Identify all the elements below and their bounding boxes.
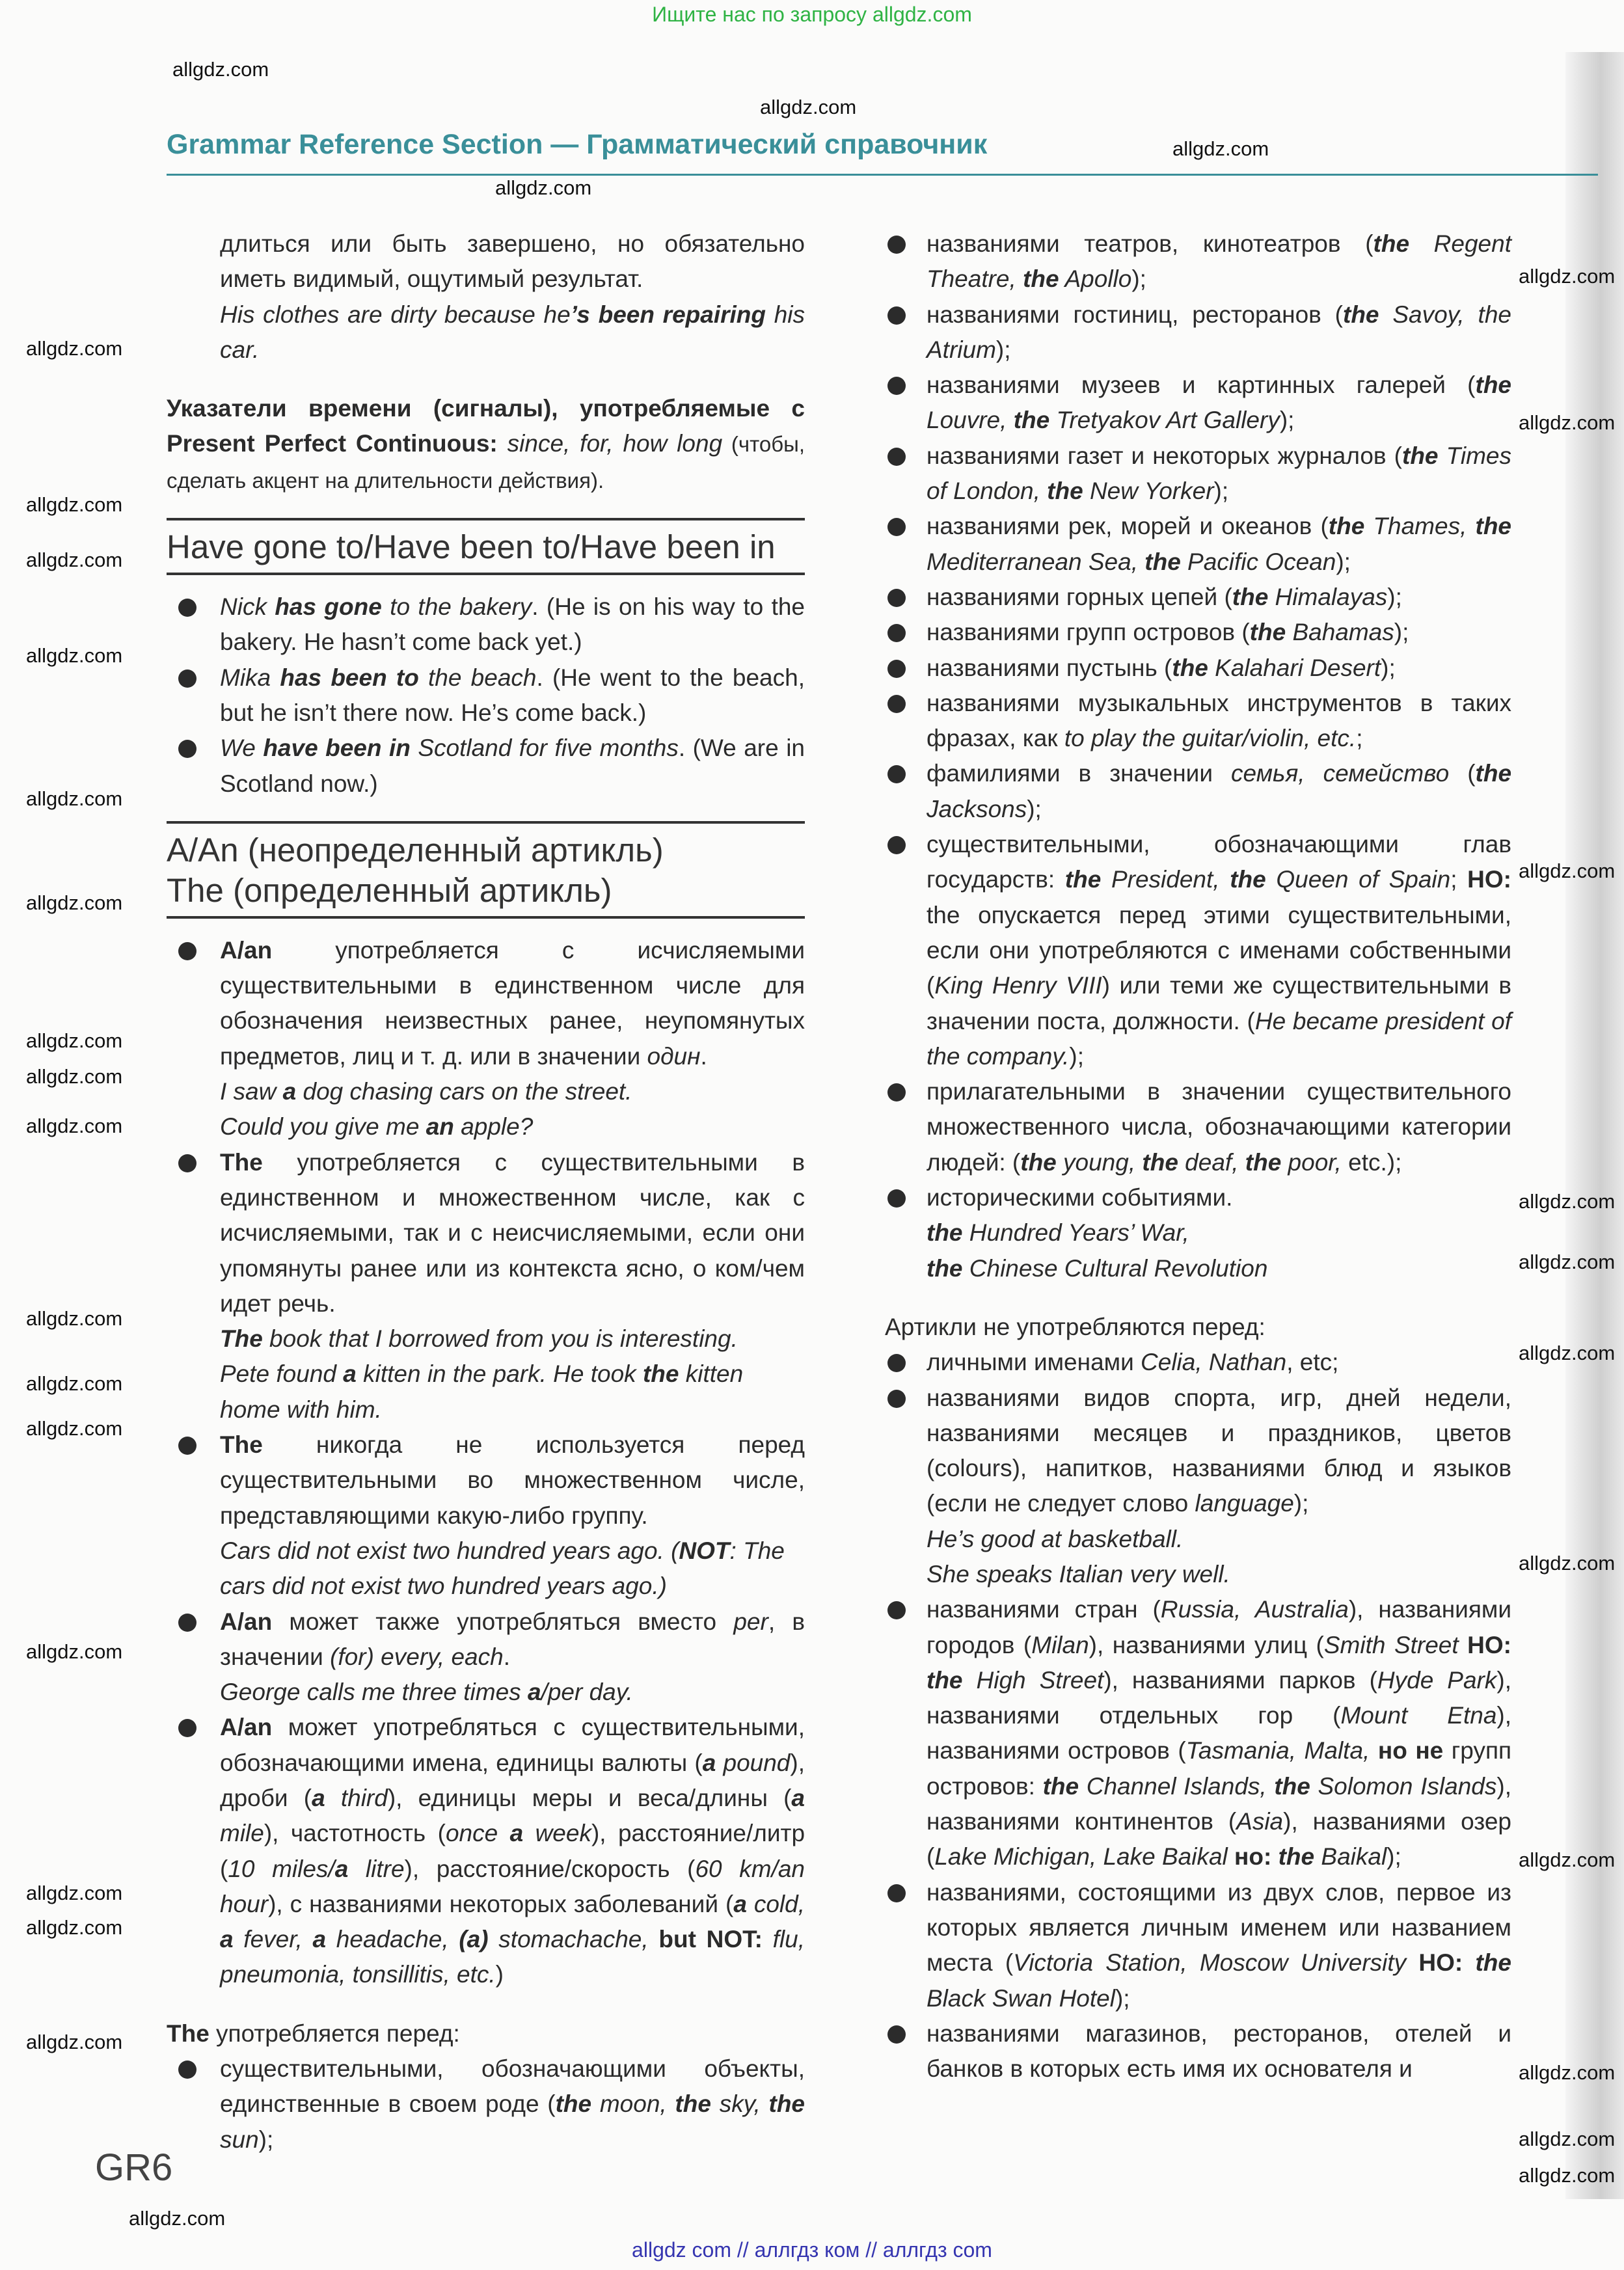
text-run-small: (чтобы, сделать акцент на длительности действия). <box>167 432 805 493</box>
bullet-icon <box>887 2025 906 2044</box>
section-heading <box>167 821 805 919</box>
bullet-icon <box>178 669 196 688</box>
list-item: Mika has been to the beach. (He went to the beach, but he isn’t there now. He’s come back.) <box>167 660 805 731</box>
text-run-b: но: <box>1234 1843 1279 1871</box>
list-item: названиями горных цепей (the Himalayas); <box>885 580 1511 615</box>
text-run-i: Bahamas <box>1286 619 1394 646</box>
spacer <box>885 1286 1511 1310</box>
watermark: allgdz.com <box>495 176 592 199</box>
bullet-icon <box>178 599 196 617</box>
bullet-icon <box>887 660 906 678</box>
watermark: allgdz.com <box>129 2207 226 2230</box>
text-run-i: Channel Islands, <box>1079 1772 1275 1800</box>
bullet-icon <box>178 1719 196 1737</box>
list-item: названиями рек, морей и океанов (the Thames, the Mediterranean Sea, the Pacific Ocean); <box>885 509 1511 580</box>
watermark: allgdz.com <box>26 1372 123 1395</box>
text-run-bi: the <box>1475 1949 1511 1977</box>
list-item: The употребляется с существительными в единственном и множественном числе, как с исчисляемыми, так и с неисчисляемыми, если они упомянуты ранее или из контекста ясно, о ком/чем идет речь. <box>167 1145 805 1321</box>
text-run-b: НО: <box>1467 1631 1511 1658</box>
bullet-icon <box>887 306 906 325</box>
watermark: allgdz.com <box>760 96 857 118</box>
text-run-i: to play the guitar/violin, etc. <box>1064 725 1357 752</box>
bullet-icon <box>887 1354 906 1372</box>
text-run-i: once <box>445 1820 510 1847</box>
text-run-i: to the bakery <box>381 593 532 621</box>
text-run-bi: the <box>1278 1843 1315 1871</box>
paragraph <box>167 391 805 498</box>
text-run-i: Savoy, the Atrium <box>927 301 1511 363</box>
top-banner[interactable]: Ищите нас по запросу allgdz.com <box>652 3 972 26</box>
watermark: allgdz.com <box>26 1065 123 1088</box>
example-sentence <box>885 1522 1511 1557</box>
example-sentence <box>885 1251 1511 1286</box>
text-run-i: mile <box>220 1820 264 1847</box>
text-run-i: Times of London, <box>927 442 1511 505</box>
text-run-i: 60 km/an hour <box>220 1855 805 1917</box>
example-sentence <box>167 1357 805 1427</box>
text-run-i: young, <box>1056 1148 1143 1176</box>
bullet-icon <box>887 377 906 395</box>
text-run-i: his car. <box>220 301 805 363</box>
text-run-bi: the <box>1020 1148 1057 1176</box>
watermark: allgdz.com <box>1519 1342 1616 1364</box>
watermark: allgdz.com <box>1519 265 1616 288</box>
watermark: allgdz.com <box>1519 1190 1616 1213</box>
list-item: названиями групп островов (the Bahamas); <box>885 615 1511 650</box>
text-run-i: third <box>325 1784 388 1811</box>
text-run-i: Regent Theatre, <box>927 230 1511 293</box>
bullet-icon <box>887 1189 906 1208</box>
text-run-i: She speaks Italian very well. <box>927 1560 1230 1588</box>
text-run-bi: the <box>1328 513 1365 540</box>
text-run-i: He’s good at basketball. <box>927 1525 1184 1552</box>
text-run-i: book that I borrowed from you is interesting. <box>262 1325 738 1353</box>
text-run-i: Cars did not exist two hundred years ago. ( <box>220 1537 679 1564</box>
list-item: A/an может также употребляться вместо per, в значении (for) every, each. <box>167 1604 805 1675</box>
text-run-i: Mediterranean Sea, <box>927 548 1145 575</box>
text-run-i: kitten home with him. <box>220 1360 744 1423</box>
watermark: allgdz.com <box>26 1115 123 1137</box>
text-run-i: sky, <box>710 2090 769 2118</box>
text-run-bi: the <box>927 1219 963 1247</box>
text-run-b: The <box>220 1148 263 1176</box>
text-run-i: week <box>523 1820 591 1847</box>
right-column <box>885 226 1511 2087</box>
text-run-i: /per day. <box>541 1679 633 1706</box>
list-item: A/an употребляется с исчисляемыми существительными в единственном числе для обозначения неизвестных ранее, неупомянутых предметов, лиц и т. д. или в значении один. <box>167 933 805 1074</box>
text-run-i: Mika <box>220 664 280 691</box>
text-run-bi: the <box>1343 301 1379 328</box>
text-run-bi: the <box>1142 1148 1178 1176</box>
text-run-b: но не <box>1377 1737 1444 1764</box>
text-run-i: cold, <box>746 1890 805 1917</box>
text-run-i: We <box>220 735 264 762</box>
bullet-icon <box>178 1437 196 1455</box>
list-item: The никогда не используется перед существительными во множественном числе, представляющими какую-либо группу. <box>167 1427 805 1534</box>
text-run-bi: has gone <box>275 593 382 621</box>
text-run-i: Scotland for five months <box>410 735 679 762</box>
text-run-bi: has been to <box>280 664 419 691</box>
spacer <box>167 368 805 391</box>
footer-links[interactable]: allgdz com // аллгдз ком // аллгдз com <box>632 2238 992 2262</box>
text-run-b: but NOT: <box>658 1926 773 1953</box>
bullet-icon <box>178 2061 196 2079</box>
list-item: We have been in Scotland for five months. (We are in Scotland now.) <box>167 731 805 802</box>
list-item: фамилиями в значении семья, семейство (the Jacksons); <box>885 756 1511 827</box>
text-run-i: poor, <box>1281 1148 1349 1176</box>
text-run-i: apple? <box>453 1113 534 1141</box>
paragraph: The употребляется перед: <box>167 2020 460 2047</box>
text-run-i: Smith Street <box>1323 1631 1468 1658</box>
bullet-icon <box>887 1083 906 1101</box>
text-run-bi: the <box>1373 230 1410 257</box>
text-run-i: Pacific Ocean <box>1180 548 1336 575</box>
text-run-i: Black Swan Hotel <box>927 1984 1115 2012</box>
text-run-bi: a <box>509 1820 524 1847</box>
text-run-i: kitten in the park. He took <box>356 1360 643 1388</box>
text-run-bi: the <box>1013 407 1050 434</box>
text-run-bi: a <box>220 1926 234 1953</box>
bullet-icon <box>887 518 906 536</box>
section-title: Grammar Reference Section — Грамматический справочник <box>167 129 988 160</box>
watermark: allgdz.com <box>26 787 123 810</box>
text-run-bi: the <box>1230 866 1266 893</box>
spacer <box>167 1993 805 2016</box>
text-run-i: language <box>1195 1490 1294 1517</box>
text-run-bi: a <box>702 1749 716 1776</box>
list-item: названиями, состоящими из двух слов, первое из которых является личным именем или названием места (Victoria Station, Moscow University НО: the Black Swan Hotel); <box>885 1875 1511 2016</box>
text-run-bi: the <box>768 2090 805 2118</box>
text-run-i: Solomon Islands <box>1310 1772 1497 1800</box>
list-item: прилагательными в значении существительного множественного числа, обозначающими категории людей: (the young, the deaf, the poor, etc.); <box>885 1074 1511 1180</box>
watermark: allgdz.com <box>26 891 123 914</box>
text-run-i: stomachache, <box>488 1926 659 1953</box>
text-run-i: Could you give me <box>220 1113 426 1141</box>
text-run-i: Hyde Park <box>1377 1666 1497 1694</box>
list-item: A/an может употребляться с существительными, обозначающими имена, единицы валюты (a pound), дроби (a third), единицы меры и веса/длины (a mile), частотность (once a week), расстояние/литр (10 miles/a litre), расстояние/скорость (60 km/an hour), с названиями некоторых заболеваний (a cold, a fever, a headache, (a) stomachache, but NOT: flu, pneumonia, tonsillitis, etc.) <box>167 1710 805 1992</box>
text-run-i: Nick <box>220 593 275 621</box>
text-run-i: George calls me three times <box>220 1679 528 1706</box>
list-item: названиями стран (Russia, Australia), названиями городов (Milan), названиями улиц (Smith Street НО: the High Street), названиями парков (Hyde Park), названиями отдельных гор (Mount Etna), названиями островов (Tasmania, Malta, но не групп островов: the Channel Islands, the Solomon Islands), названиями континентов (Asia), названиями озер (Lake Michigan, Lake Baikal но: the Baikal); <box>885 1592 1511 1874</box>
text-run-i: Lake Michigan, Lake Baikal <box>934 1843 1235 1871</box>
text-run-bi: a <box>343 1360 357 1388</box>
text-run-bi: the <box>1274 1772 1310 1800</box>
list-item: личными именами Celia, Nathan, etc; <box>885 1345 1511 1380</box>
text-run-i: deaf, <box>1178 1148 1245 1176</box>
bullet-icon <box>887 624 906 642</box>
text-run-i: Jacksons <box>927 795 1027 822</box>
text-run-i: King Henry VIII <box>934 972 1102 999</box>
text-run-i: Apollo <box>1059 265 1132 293</box>
watermark: allgdz.com <box>26 644 123 667</box>
bullet-icon <box>178 1614 196 1632</box>
bullet-icon <box>178 740 196 758</box>
list-item: названиями музыкальных инструментов в таких фразах, как to play the guitar/violin, etc.; <box>885 686 1511 757</box>
text-run-bi: a <box>791 1784 805 1811</box>
text-run-b: The <box>220 1431 263 1459</box>
text-run-i: семья, семейство <box>1231 760 1450 787</box>
text-run-b: A/an <box>220 1608 273 1635</box>
watermark: allgdz.com <box>26 1307 123 1330</box>
bullet-icon <box>887 1601 906 1619</box>
text-run-i: Tretyakov Art Gallery <box>1049 407 1280 434</box>
text-run-bi: the <box>1144 548 1181 575</box>
bullet-icon <box>887 695 906 713</box>
watermark: allgdz.com <box>1172 137 1269 160</box>
watermark: allgdz.com <box>1519 1848 1616 1871</box>
text-run-bi: the <box>1232 583 1269 610</box>
text-run-bi: the <box>1402 442 1439 469</box>
example-sentence <box>885 1557 1511 1592</box>
text-run-b: НО: <box>1467 866 1511 893</box>
watermark: allgdz.com <box>26 1916 123 1939</box>
bullet-icon <box>178 1154 196 1172</box>
text-run-bi: (a) <box>459 1926 489 1953</box>
text-run-i: I saw <box>220 1078 283 1105</box>
list-item: существительными, обозначающими глав государств: the President, the Queen of Spain; НО: the опускается перед этими существительными, если они употребляются с именами собственными (King Henry VIII) или теми же существительными в значении поста, должности. (He became president of the company.); <box>885 827 1511 1074</box>
text-run-i: Tasmania, Malta, <box>1185 1737 1378 1764</box>
list-item: историческими событиями. <box>885 1180 1511 1215</box>
list-item: названиями газет и некоторых журналов (the Times of London, the New Yorker); <box>885 439 1511 509</box>
text-run-bi: a <box>312 1784 325 1811</box>
text-run-i: Chinese Cultural Revolution <box>962 1254 1268 1282</box>
text-run-bi: the <box>1042 1772 1079 1800</box>
page-edge-shadow <box>1565 52 1624 2199</box>
text-run-i: He became president of the company. <box>927 1007 1511 1070</box>
text-run-i: moon, <box>591 2090 675 2118</box>
list-item: существительными, обозначающими объекты, единственные в своем роде (the moon, the sky, the sun); <box>167 2051 805 2157</box>
text-run-bi: an <box>426 1113 454 1141</box>
text-run-bi: the <box>1249 619 1286 646</box>
text-run-i: Asia <box>1236 1808 1284 1835</box>
text-run-i: (for) every, each <box>330 1643 504 1670</box>
text-run-bi: the <box>1245 1148 1282 1176</box>
text-run-i: Louvre, <box>927 407 1014 434</box>
paragraph: длиться или быть завершено, но обязательно иметь видимый, ощутимый результат. <box>220 230 805 293</box>
example-sentence <box>885 1215 1511 1250</box>
text-run-b: NOT <box>679 1537 730 1564</box>
text-run-bi: the <box>1172 654 1208 681</box>
text-run-i: per <box>733 1608 768 1635</box>
text-run-b: The <box>167 2020 210 2047</box>
watermark: allgdz.com <box>172 58 269 81</box>
example-sentence <box>167 1074 805 1109</box>
text-run-i: Russia, Australia <box>1160 1596 1349 1623</box>
text-run-i: Hundred Years’ War, <box>962 1219 1189 1247</box>
example-sentence <box>167 1321 805 1357</box>
watermark: allgdz.com <box>1519 859 1616 882</box>
paragraph <box>167 297 805 368</box>
text-run-b: A/an <box>220 936 273 964</box>
text-run-bi: the <box>1064 866 1102 893</box>
list-item: названиями театров, кинотеатров (the Regent Theatre, the Apollo); <box>885 226 1511 297</box>
watermark: allgdz.com <box>26 493 123 516</box>
text-run-i: Mount Etna <box>1340 1702 1497 1729</box>
watermark: allgdz.com <box>26 1882 123 1904</box>
bullet-icon <box>887 1884 906 1902</box>
watermark: allgdz.com <box>26 1029 123 1052</box>
text-run-i: Pete found <box>220 1360 344 1388</box>
heading-line: The (определенный артикль) <box>167 871 612 909</box>
list-item: Nick has gone to the bakery. (He is on his way to the bakery. He hasn’t come back yet.) <box>167 589 805 660</box>
example-sentence <box>167 1534 805 1604</box>
text-run-bi: the <box>1023 265 1059 293</box>
text-run-bi: the <box>1475 372 1511 399</box>
list-item: названиями гостиниц, ресторанов (the Savoy, the Atrium); <box>885 297 1511 368</box>
text-run-i: Milan <box>1031 1631 1089 1658</box>
text-run-i: Himalayas <box>1268 583 1388 610</box>
watermark: allgdz.com <box>1519 2164 1616 2187</box>
text-run-i: Baikal <box>1314 1843 1387 1871</box>
text-run-i: pound <box>716 1749 791 1776</box>
text-run-i: His clothes are dirty because he <box>220 301 571 328</box>
bullet-icon <box>887 236 906 254</box>
left-column <box>167 226 805 2157</box>
list-item: названиями пустынь (the Kalahari Desert); <box>885 651 1511 686</box>
text-run-i: один <box>647 1042 701 1070</box>
text-run-bi: have been in <box>263 735 411 762</box>
watermark: allgdz.com <box>1519 1552 1616 1574</box>
text-run-i: : The cars did not exist two hundred years ago.) <box>220 1537 785 1600</box>
text-run-i: Celia, Nathan <box>1141 1349 1287 1376</box>
section-heading <box>167 518 805 575</box>
watermark: allgdz.com <box>1519 2128 1616 2150</box>
text-run-bi: the <box>642 1360 679 1388</box>
text-run-bi: the <box>1047 478 1083 505</box>
text-run-i: Thames, <box>1364 513 1476 540</box>
text-run-bi: the <box>1475 513 1511 540</box>
watermark: allgdz.com <box>1519 2061 1616 2084</box>
bullet-icon <box>887 589 906 607</box>
text-run-i: litre <box>348 1855 405 1882</box>
text-run-bi: the <box>927 1666 963 1694</box>
text-run-i: dog chasing cars on the street. <box>296 1078 632 1105</box>
text-run-bi: the <box>927 1254 963 1282</box>
watermark: allgdz.com <box>26 1417 123 1440</box>
paragraph: Артикли не употребляются перед: <box>885 1313 1265 1340</box>
bullet-icon <box>178 942 196 960</box>
text-run-bi: ’s been repairing <box>570 301 766 328</box>
text-run-b: Указатели времени (сигналы), употребляемые с Present Perfect Continuous: <box>167 395 805 457</box>
text-run-i: Victoria Station, Moscow University <box>1013 1949 1419 1977</box>
bullet-icon <box>887 1390 906 1408</box>
text-run-bi: the <box>555 2090 592 2118</box>
text-run-i: Queen of Spain <box>1265 866 1451 893</box>
list-item: названиями видов спорта, игр, дней недели, названиями месяцев и праздников, цветов (colours), напитков, названиями блюд и языков (если не следует слово language); <box>885 1381 1511 1522</box>
text-run-i: High Street <box>962 1666 1104 1694</box>
text-run-b: A/an <box>220 1714 273 1741</box>
bullet-icon <box>887 765 906 783</box>
heading-line: A/An (неопределенный артикль) <box>167 831 664 869</box>
text-run-b: НО: <box>1418 1949 1476 1977</box>
watermark: allgdz.com <box>26 548 123 571</box>
bullet-icon <box>887 448 906 466</box>
text-run-i: the beach <box>418 664 537 691</box>
example-sentence <box>167 1675 805 1710</box>
text-run-i: headache, <box>326 1926 459 1953</box>
watermark: allgdz.com <box>26 2031 123 2053</box>
text-run-bi: a <box>527 1679 541 1706</box>
text-run-i: Kalahari Desert <box>1208 654 1381 681</box>
example-sentence <box>167 1109 805 1144</box>
heading-line: Have gone to/Have been to/Have been in <box>167 528 776 566</box>
text-run-i: flu, pneumonia, tonsillitis, etc. <box>220 1926 805 1988</box>
text-run-bi: a <box>334 1855 349 1882</box>
text-run-bi: the <box>1475 760 1512 787</box>
text-run-i: sun <box>220 2126 259 2153</box>
text-run-bi: a <box>312 1926 327 1953</box>
watermark: allgdz.com <box>26 1640 123 1663</box>
text-run-i: fever, <box>233 1926 313 1953</box>
text-run-i: 10 miles/ <box>228 1855 335 1882</box>
text-run-bi: a <box>282 1078 297 1105</box>
text-run-bi: the <box>675 2090 711 2118</box>
watermark: allgdz.com <box>26 337 123 360</box>
text-run-bi: The <box>220 1325 263 1353</box>
text-run-i: New Yorker <box>1083 478 1214 505</box>
list-item: названиями магазинов, ресторанов, отелей и банков в которых есть имя их основателя и <box>885 2016 1511 2087</box>
title-divider <box>167 174 1598 176</box>
bullet-icon <box>887 836 906 854</box>
watermark: allgdz.com <box>1519 411 1616 434</box>
watermark: allgdz.com <box>1519 1250 1616 1273</box>
text-run-i: since, for, how long <box>507 430 723 457</box>
text-run-bi: a <box>733 1890 747 1917</box>
text-run-i: President, <box>1101 866 1230 893</box>
page-number: GR6 <box>95 2146 173 2189</box>
list-item: названиями музеев и картинных галерей (the Louvre, the Tretyakov Art Gallery); <box>885 368 1511 439</box>
